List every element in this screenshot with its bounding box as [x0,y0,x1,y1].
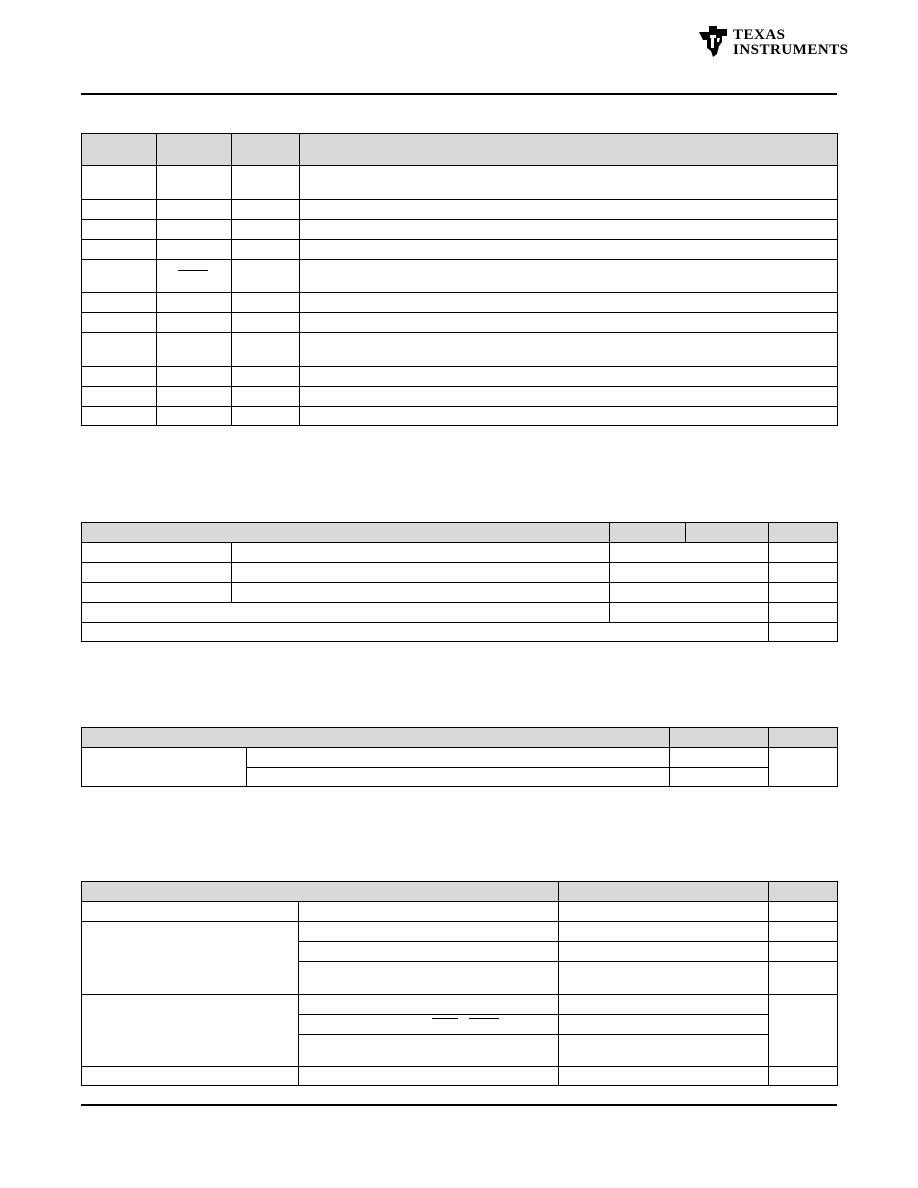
logo-wordmark [733,28,849,58]
table-row [82,260,838,293]
table-row [82,603,838,623]
header-rule [81,93,837,95]
table-header-row [82,134,838,166]
table-header-row [82,523,838,543]
table-row [82,200,838,220]
table-row [82,293,838,313]
table-row [82,902,838,922]
overline-mark [178,270,208,271]
footer-rule [81,1104,837,1106]
table-row [82,1067,838,1086]
table-row [82,313,838,333]
table-row [82,367,838,387]
ti-logo [697,24,849,60]
table-row [82,922,838,942]
ti-logo-icon [697,24,731,58]
table-row [82,407,838,426]
table-row [82,623,838,642]
table-row [82,240,838,260]
recommended-operating-table [81,881,838,1086]
table-row [82,166,838,200]
table-header-row [82,882,838,902]
table-row [82,563,838,583]
table-row [82,583,838,603]
table-row [82,995,838,1015]
esd-ratings-table [81,727,838,787]
logo-line-1: TEXAS [733,27,786,43]
abs-max-ratings-table [81,522,838,642]
table-row [82,220,838,240]
table-row [82,543,838,563]
table-row [82,748,838,768]
logo-line-2: INSTRUMENTS [733,42,849,58]
overline-mark [432,1018,458,1019]
table-header-row [82,728,838,748]
pin-function-table [81,133,838,426]
table-row [82,333,838,367]
table-row [82,387,838,407]
overline-mark [469,1018,499,1019]
